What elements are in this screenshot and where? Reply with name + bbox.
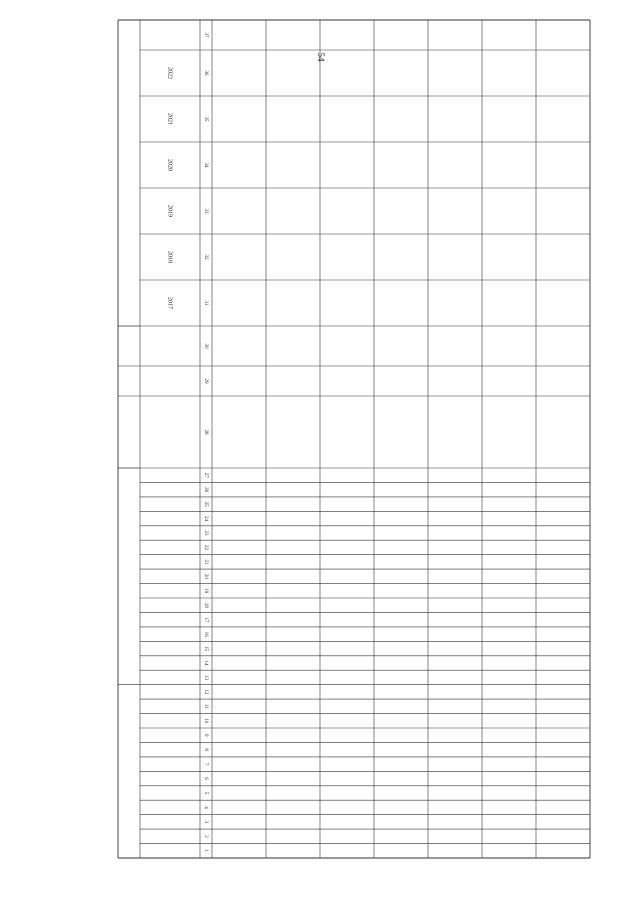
column-number: 31 <box>202 300 208 306</box>
year-header: 2022 <box>166 67 173 79</box>
column-number: 26 <box>202 487 208 493</box>
column-number: 4 <box>202 806 208 809</box>
column-number: 9 <box>202 733 208 737</box>
table-grid <box>118 20 590 858</box>
column-number: 33 <box>202 208 208 214</box>
year-header: 2020 <box>166 159 173 171</box>
column-number: 16 <box>202 631 208 637</box>
column-number: 19 <box>202 588 208 594</box>
year-header: 2017 <box>166 297 173 309</box>
column-number: 22 <box>202 544 208 550</box>
column-number: 8 <box>202 748 208 751</box>
column-number: 24 <box>202 516 208 522</box>
column-number: 30 <box>202 343 208 349</box>
column-number: 2 <box>202 835 208 838</box>
column-number: 27 <box>202 472 208 478</box>
column-number: 34 <box>202 162 208 168</box>
table-cells <box>167 33 208 853</box>
column-number: 14 <box>202 660 208 666</box>
column-number: 10 <box>202 718 208 724</box>
column-number: 17 <box>202 617 208 623</box>
column-number: 7 <box>202 762 208 766</box>
column-number: 15 <box>202 646 208 652</box>
column-number: 28 <box>202 429 208 435</box>
column-number: 35 <box>202 116 208 122</box>
column-number: 32 <box>202 254 208 260</box>
column-number: 18 <box>202 602 208 608</box>
column-number: 12 <box>202 689 208 695</box>
column-number: 21 <box>202 559 208 565</box>
column-number: 23 <box>202 530 208 536</box>
column-number: 3 <box>202 820 208 824</box>
column-number: 25 <box>202 501 208 507</box>
column-number: 13 <box>202 674 208 680</box>
column-number: 11 <box>202 703 208 709</box>
column-number: 36 <box>202 70 208 76</box>
column-number: 37 <box>202 32 208 38</box>
column-number: 1 <box>202 849 208 853</box>
year-header: 2018 <box>166 251 173 263</box>
page-number: 54 <box>316 52 326 62</box>
year-header: 2019 <box>166 205 173 217</box>
column-number: 6 <box>202 777 208 780</box>
column-number: 29 <box>202 378 208 384</box>
column-number: 20 <box>202 573 208 579</box>
year-header: 2021 <box>166 113 173 125</box>
column-number: 5 <box>202 791 208 795</box>
